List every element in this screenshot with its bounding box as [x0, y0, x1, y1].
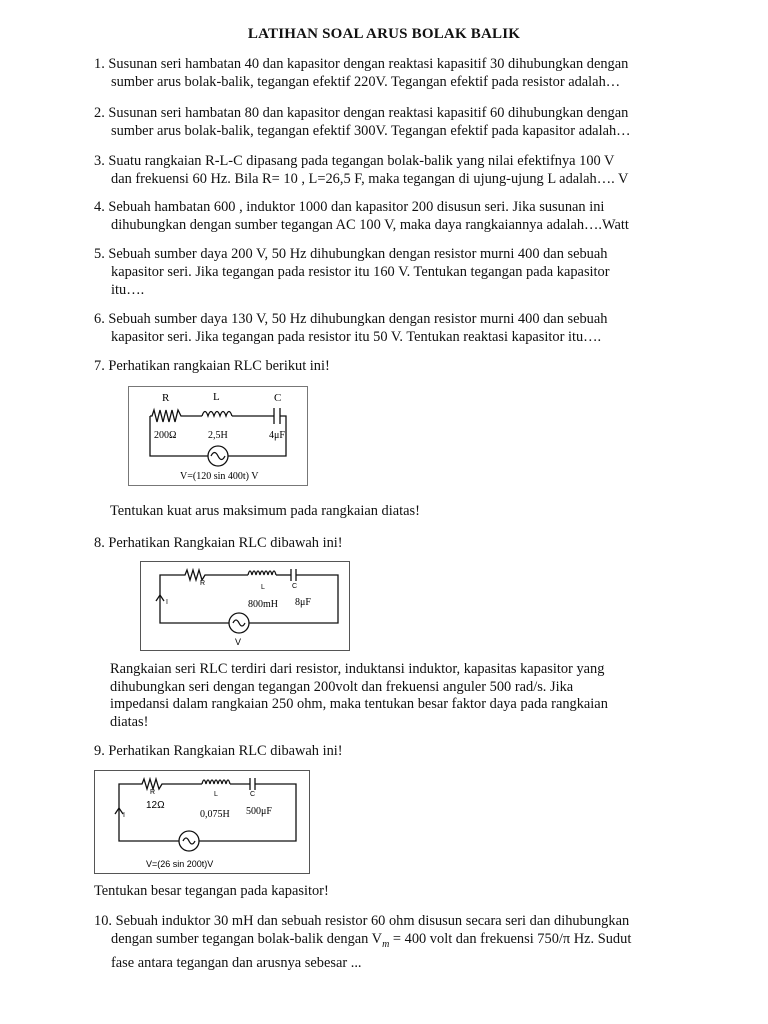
question-8-sub-line-2: dihubungkan seri dengan tegangan 200volt dan frekuensi anguler 500 rad/s. Jika	[110, 678, 574, 695]
circuit-diagram-q8	[140, 561, 350, 651]
question-4-line-1: 4. Sebuah hambatan 600 , induktor 1000 dan kapasitor 200 disusun seri. Jika susunan ini	[94, 199, 605, 215]
fig8-l-label: L	[261, 584, 265, 591]
question-10	[94, 912, 684, 972]
fig9-l-label: L	[214, 791, 218, 798]
question-6	[94, 310, 684, 346]
question-8-subtext	[110, 661, 670, 731]
question-6-line-1: 6. Sebuah sumber daya 130 V, 50 Hz dihubungkan dengan resistor murni 400 dan sebuah	[94, 311, 608, 327]
question-10-line-2a: dengan sumber tegangan bolak-balik dengan V	[111, 931, 383, 947]
question-1	[94, 55, 684, 91]
question-5-line-1: 5. Sebuah sumber daya 200 V, 50 Hz dihubungkan dengan resistor murni 400 dan sebuah	[94, 246, 608, 262]
fig7-l-value: 2,5H	[208, 430, 228, 441]
question-10-line-3: fase antara tegangan dan arusnya sebesar ...	[111, 954, 362, 971]
fig7-l-label: L	[213, 391, 220, 403]
fig8-current-label: I	[166, 599, 168, 606]
question-8-sub-line-3: impedansi dalam rangkaian 250 ohm, maka tentukan besar faktor daya pada rangkaian	[110, 696, 608, 712]
question-10-line-2b: = 400 volt dan frekuensi 750/π Hz. Sudut	[389, 931, 632, 947]
fig7-source-label: V=(120 sin 400t) V	[180, 471, 259, 482]
question-3	[94, 152, 684, 188]
fig9-source-label: V=(26 sin 200t)V	[146, 859, 214, 869]
page-title: LATIHAN SOAL ARUS BOLAK BALIK	[247, 26, 521, 42]
question-9-task: Tentukan besar tegangan pada kapasitor!	[94, 883, 329, 899]
fig9-c-label: C	[250, 791, 256, 798]
question-8	[94, 534, 684, 552]
question-10-line-1: 10. Sebuah induktor 30 mH dan sebuah resistor 60 ohm disusun secara seri dan dihubungkan	[94, 913, 630, 929]
circuit-diagram-q9	[94, 770, 310, 874]
question-9-subtext	[94, 882, 684, 900]
fig9-current-label: I	[123, 812, 125, 819]
fig7-r-value: 200Ω	[154, 430, 177, 441]
fig9-l-value: 0,075H	[200, 809, 230, 820]
question-7	[94, 357, 684, 375]
fig9-c-value: 500μF	[246, 806, 272, 817]
question-4	[94, 198, 684, 234]
question-2-line-2: sumber arus bolak-balik, tegangan efektif 300V. Tegangan efektif pada kapasitor adalah…	[111, 123, 631, 139]
question-1-line-2: sumber arus bolak-balik, tegangan efektif 220V. Tegangan efektif pada resistor adalah…	[111, 74, 621, 90]
question-2-line-1: 2. Susunan seri hambatan 80 dan kapasitor dengan reaktasi kapasitif 60 dihubungkan dengan	[94, 105, 629, 121]
fig7-r-label: R	[162, 392, 170, 404]
question-7-task: Tentukan kuat arus maksimum pada rangkaian diatas!	[110, 503, 420, 519]
question-5-line-3: itu….	[111, 282, 145, 298]
question-10-subscript: m	[382, 938, 390, 950]
fig8-source-label: V	[235, 637, 242, 647]
fig8-c-label: C	[292, 583, 298, 590]
question-1-line-1: 1. Susunan seri hambatan 40 dan kapasitor dengan reaktasi kapasitif 30 dihubungkan dengan	[94, 56, 629, 72]
circuit-diagram-q7	[128, 386, 308, 486]
fig9-r-value: 12Ω	[146, 800, 165, 811]
question-7-subtext	[110, 503, 670, 521]
question-9	[94, 742, 684, 760]
question-5-line-2: kapasitor seri. Jika tegangan pada resistor itu 160 V. Tentukan tegangan pada kapasitor	[111, 264, 610, 280]
question-10-line-2	[94, 930, 684, 954]
question-2	[94, 104, 684, 140]
question-6-line-2: kapasitor seri. Jika tegangan pada resistor itu 50 V. Tentukan reaktasi kapasitor itu….	[111, 329, 602, 345]
question-8-sub-line-4: diatas!	[110, 713, 149, 730]
question-7-line-1: 7. Perhatikan rangkaian RLC berikut ini!	[94, 358, 330, 374]
fig9-r-label: R	[150, 789, 156, 796]
question-5	[94, 245, 684, 299]
question-8-sub-line-1: Rangkaian seri RLC terdiri dari resistor, induktansi induktor, kapasitas kapasitor yang	[110, 661, 605, 677]
question-3-line-1: 3. Suatu rangkaian R-L-C dipasang pada tegangan bolak-balik yang nilai efektifnya 100 V	[94, 153, 615, 169]
fig8-l-value: 800mH	[248, 599, 278, 610]
fig7-c-value: 4μF	[269, 430, 285, 441]
fig8-c-value: 8μF	[295, 597, 311, 608]
question-9-line-1: 9. Perhatikan Rangkaian RLC dibawah ini!	[94, 743, 343, 759]
question-8-line-1: 8. Perhatikan Rangkaian RLC dibawah ini!	[94, 535, 343, 551]
question-3-line-2: dan frekuensi 60 Hz. Bila R= 10 , L=26,5 F, maka tegangan di ujung-ujung L adalah…. V	[111, 171, 629, 187]
fig8-r-label: R	[200, 580, 206, 587]
question-4-line-2: dihubungkan dengan sumber tegangan AC 100 V, maka daya rangkaiannya adalah….Watt	[111, 217, 629, 233]
fig7-c-label: C	[274, 392, 282, 404]
